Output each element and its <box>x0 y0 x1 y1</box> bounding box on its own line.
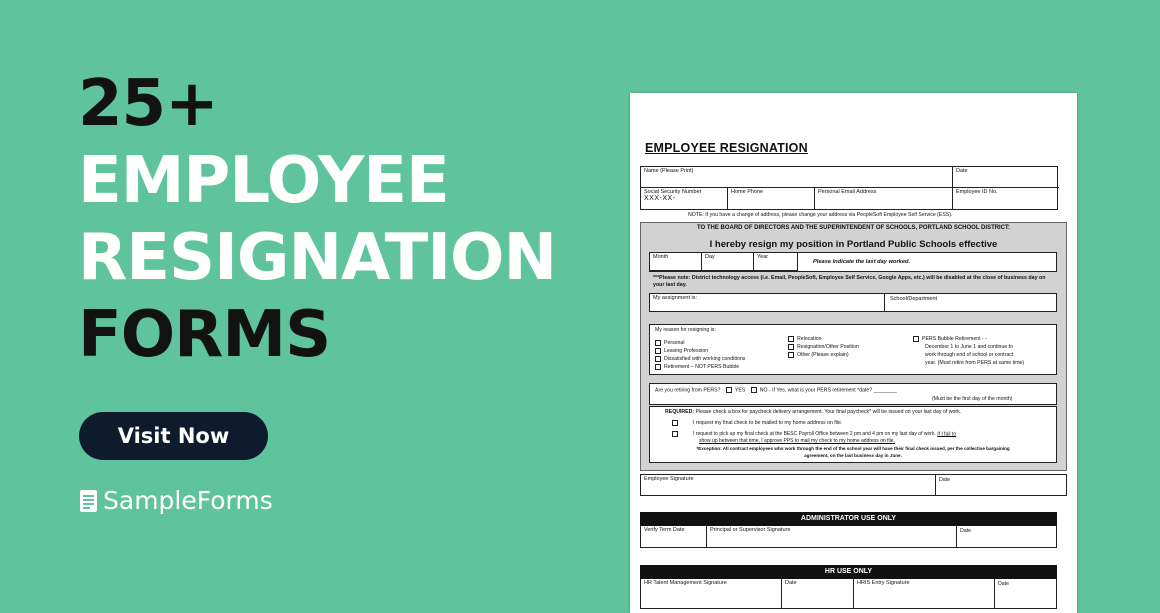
checkbox[interactable] <box>913 336 919 342</box>
headline-count: 25+ <box>78 67 218 141</box>
administrator-row: Verify Term Date Principal or Supervisor Signature Date <box>640 526 1057 548</box>
pers-bubble-option: PERS Bubble Retirement - - December 1 to June 1 and continue to work through end of school or contract year. (Must retire from PERS at same time) <box>913 335 1024 367</box>
employee-info-grid <box>640 166 1058 210</box>
sampleforms-logo[interactable] <box>80 486 273 515</box>
checkbox[interactable] <box>726 387 732 393</box>
assignment-row: My assignment is: School/Department <box>649 293 1057 312</box>
paycheck-box: REQUIRED: Please check a box for paycheck delivery arrangement. Your final paycheck* will be issued on your last day of work. I request my final check to be mailed to my home address on file. I request to pick up my final check at the BESC Payroll Office between 2 pm and 4 pm on my last day of work. If I fail to show up between that time, I approve PPS to mail my check to my home address on file. *Exception: All contract employees who work through the end of the school year will have their final check issued, per the collective bargaining agreement, on the last business day in June. <box>649 406 1057 463</box>
headline-line-resignation: RESIGNATION <box>78 221 556 295</box>
headline <box>78 66 556 374</box>
resignation-section <box>640 222 1067 471</box>
name-cell: Name (Please Print) <box>641 167 953 188</box>
checkbox[interactable] <box>655 356 661 362</box>
ssn-cell: Social Security Number XXX-XX- <box>641 188 728 210</box>
address-note: NOTE: If you have a change of address, please change your address via PeopleSoft Employee Self Service (ESS). <box>688 212 953 218</box>
checkbox[interactable] <box>672 431 678 437</box>
checkbox[interactable] <box>672 420 678 426</box>
checkbox[interactable] <box>655 364 661 370</box>
employee-signature-row: Employee Signature Date <box>640 474 1067 496</box>
pers-question-row: Are you retiring from PERS? YES NO - If Yes, what is your PERS retirement *date? ________ (Must be the first day of the month) <box>649 383 1057 405</box>
headline-line-employee: EMPLOYEE <box>78 144 449 218</box>
headline-line-forms: FORMS <box>78 298 331 372</box>
checkbox[interactable] <box>788 336 794 342</box>
email-cell: Personal Email Address <box>815 188 953 210</box>
hr-header: HR USE ONLY <box>640 565 1057 579</box>
ssn-value: XXX-XX- <box>644 195 676 202</box>
checkbox[interactable] <box>655 348 661 354</box>
checkbox[interactable] <box>788 352 794 358</box>
date-cell: Date <box>953 167 1059 188</box>
visit-now-button[interactable]: Visit Now <box>79 412 268 460</box>
home-phone-cell: Home Phone <box>728 188 815 210</box>
board-line: TO THE BOARD OF DIRECTORS AND THE SUPERINTENDENT OF SCHOOLS, PORTLAND SCHOOL DISTRICT: <box>696 225 1011 231</box>
resign-line: I hereby resign my position in Portland Public Schools effective <box>709 239 998 250</box>
checkbox[interactable] <box>751 387 757 393</box>
hr-row: HR Talent Management Signature Date HRIS Entry Signature Date <box>640 579 1057 609</box>
reasons-col1: Personal Leaving Profession Dissatisfied with working conditions Retirement – NOT PERS Bubble <box>655 339 745 371</box>
reason-box: My reason for resigning is: Personal Leaving Profession Dissatisfied with working conditions Retirement – NOT PERS Bubble Relocation Resignation/Other Position Other (Please explain) PERS Bubble Retirement - - December 1 to June 1 and continue to work through end of school or contract year. (Must retire from PERS at same time) <box>649 324 1057 375</box>
form-title: EMPLOYEE RESIGNATION <box>645 141 808 155</box>
resignation-form-preview <box>630 93 1077 613</box>
checkbox[interactable] <box>655 340 661 346</box>
administrator-header: ADMINISTRATOR USE ONLY <box>640 512 1057 526</box>
document-icon <box>80 490 97 512</box>
checkbox[interactable] <box>788 344 794 350</box>
reasons-col2: Relocation Resignation/Other Position Other (Please explain) <box>788 335 859 359</box>
tech-access-note: ***Please note: District technology access (i.e. Email, PeopleSoft, Employee Self Service, Google Apps, etc.) will be disabled at the close of business day on your last day. <box>653 275 1046 288</box>
effective-date-row: Month Day Year Please indicate the last day worked. <box>649 252 1057 272</box>
employee-id-cell: Employee ID No. <box>956 189 998 195</box>
brand-name: SampleForms <box>103 486 273 515</box>
